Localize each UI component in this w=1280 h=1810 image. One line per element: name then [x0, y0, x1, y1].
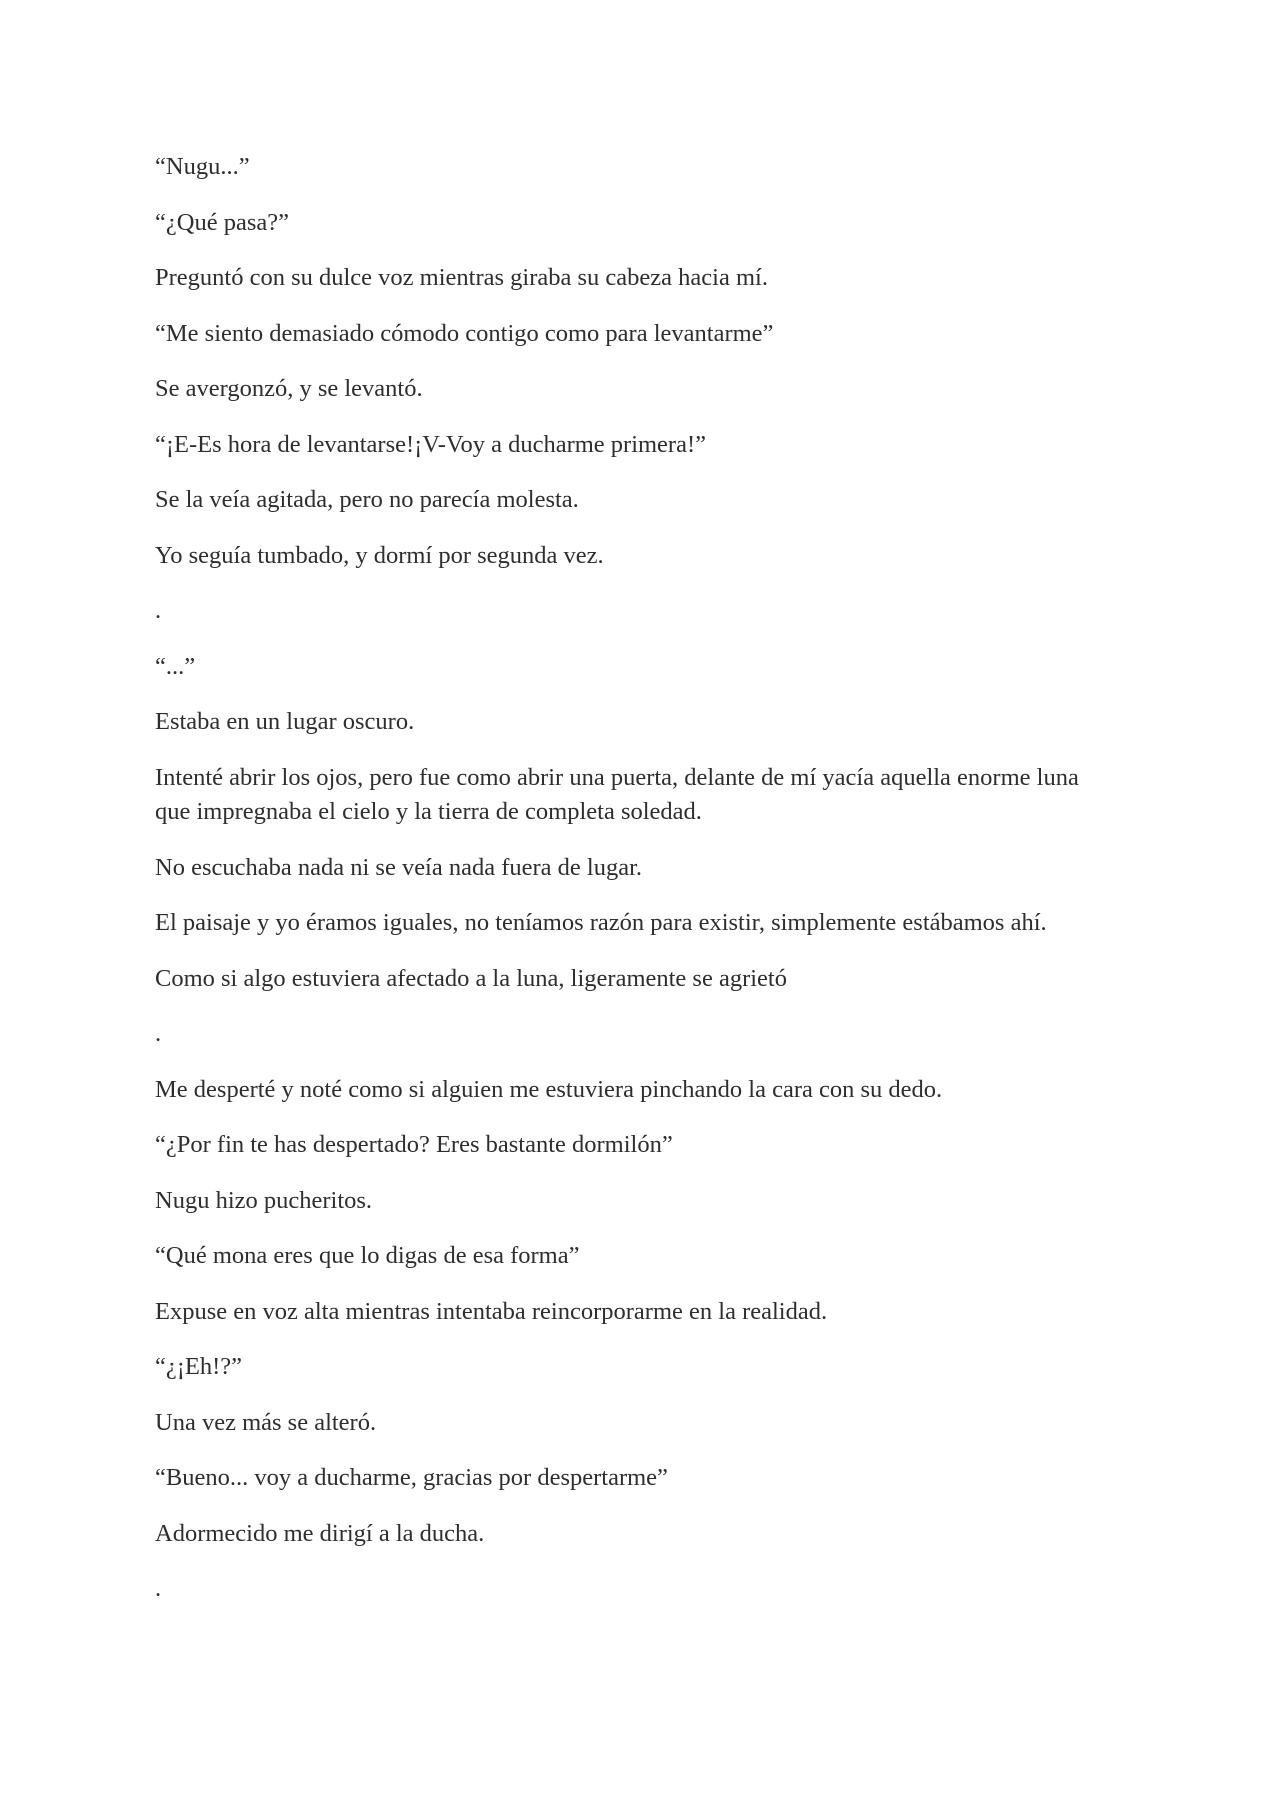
- paragraph: No escuchaba nada ni se veía nada fuera de lugar.: [155, 853, 643, 881]
- paragraph: “¿Por fin te has despertado? Eres bastante dormilón”: [155, 1131, 673, 1158]
- paragraph: “¿¡Eh!?”: [155, 1353, 243, 1380]
- paragraph: Nugu hizo pucheritos.: [155, 1186, 373, 1214]
- paragraph: Se la veía agitada, pero no parecía molesta.: [155, 486, 579, 513]
- paragraph: Se avergonzó, y se levantó.: [155, 375, 423, 402]
- paragraph: Expuse en voz alta mientras intentaba reincorporarme en la realidad.: [155, 1297, 828, 1325]
- document-body: [155, 150, 1115, 1628]
- paragraph: “Me siento demasiado cómodo contigo como para levantarme”: [155, 319, 774, 347]
- paragraph: “...”: [155, 652, 196, 680]
- paragraph: Preguntó con su dulce voz mientras giraba su cabeza hacia mí.: [155, 264, 768, 291]
- paragraph: Estaba en un lugar oscuro.: [155, 708, 415, 735]
- paragraph: Adormecido me dirigí a la ducha.: [155, 1519, 485, 1547]
- paragraph: Como si algo estuviera afectado a la luna, ligeramente se agrietó: [155, 964, 787, 992]
- paragraph: Me desperté y noté como si alguien me estuviera pinchando la cara con su dedo.: [155, 1075, 943, 1103]
- paragraph: “Nugu...”: [155, 153, 250, 180]
- scene-break: .: [155, 1575, 162, 1602]
- paragraph: “¡E-Es hora de levantarse!¡V-Voy a ducharme primera!”: [155, 430, 706, 458]
- scene-break: .: [155, 597, 162, 624]
- paragraph: Yo seguía tumbado, y dormí por segunda vez.: [155, 541, 604, 569]
- scene-break: .: [155, 1020, 162, 1047]
- paragraph: El paisaje y yo éramos iguales, no teníamos razón para existir, simplemente estábamos ahí.: [155, 909, 1047, 936]
- paragraph: “Bueno... voy a ducharme, gracias por despertarme”: [155, 1464, 668, 1491]
- paragraph: “¿Qué pasa?”: [155, 208, 289, 236]
- paragraph: “Qué mona eres que lo digas de esa forma”: [155, 1242, 580, 1269]
- paragraph: Una vez más se alteró.: [155, 1408, 377, 1436]
- paragraph: Intenté abrir los ojos, pero fue como abrir una puerta, delante de mí yacía aquella enorme luna que impregnaba el cielo y la tierra de completa soledad.: [155, 763, 1079, 825]
